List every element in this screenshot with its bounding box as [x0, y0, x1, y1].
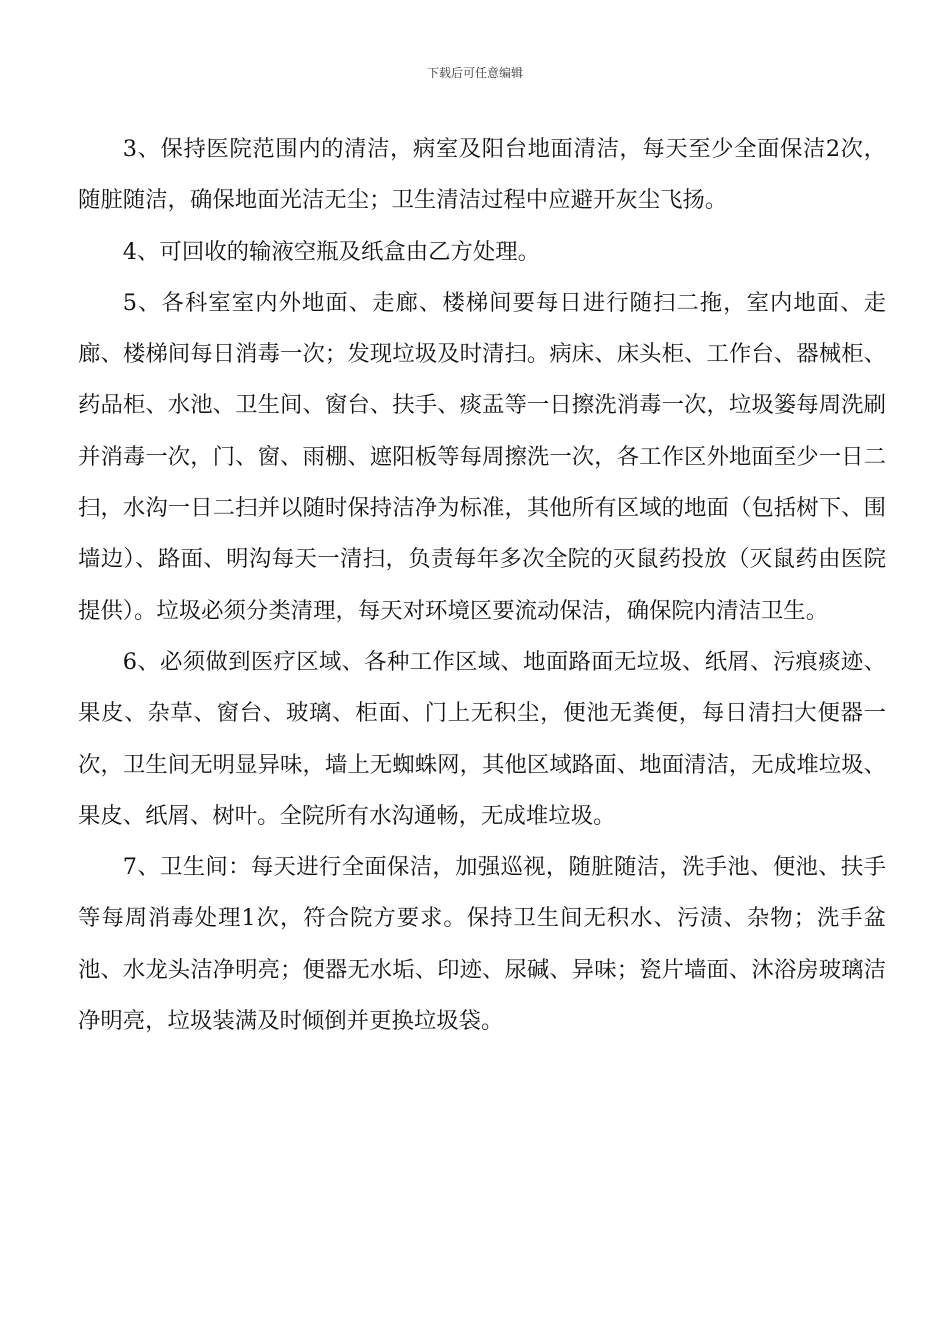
paragraph-item-6: 6、必须做到医疗区域、各种工作区域、地面路面无垃圾、纸屑、污痕痰迹、果皮、杂草、窗台、玻璃、柜面、门上无积尘，便池无粪便，每日清扫大便器一次，卫生间无明显异味，墙上无蜘蛛网，其他区域路面、地面清洁，无成堆垃圾、果皮、纸屑、树叶。全院所有水沟通畅，无成堆垃圾。 — [78, 648, 886, 829]
document-body — [78, 124, 886, 1047]
paragraph-item-3: 3、保持医院范围内的清洁，病室及阳台地面清洁，每天至少全面保洁2次，随脏随洁，确保地面光洁无尘；卫生清洁过程中应避开灰尘飞扬。 — [78, 136, 886, 214]
paragraph-item-5: 5、各科室室内外地面、走廊、楼梯间要每日进行随扫二拖，室内地面、走廊、楼梯间每日消毒一次；发现垃圾及时清扫。病床、床头柜、工作台、器械柜、药品柜、水池、卫生间、窗台、扶手、痰盂等一日擦洗消毒一次，垃圾篓每周洗刷并消毒一次，门、窗、雨棚、遮阳板等每周擦洗一次，各工作区外地面至少一日二扫，水沟一日二扫并以随时保持洁净为标准，其他所有区域的地面（包括树下、围墙边）、路面、明沟每天一清扫，负责每年多次全院的灭鼠药投放（灭鼠药由医院提供）。垃圾必须分类清理，每天对环境区要流动保洁，确保院内清洁卫生。 — [78, 289, 886, 624]
paragraph-item-4: 4、可回收的输液空瓶及纸盒由乙方处理。 — [122, 238, 541, 265]
page-header: 下载后可任意编辑 — [426, 66, 523, 80]
paragraph-item-7: 7、卫生间：每天进行全面保洁，加强巡视，随脏随洁，洗手池、便池、扶手等每周消毒处理1次，符合院方要求。保持卫生间无积水、污渍、杂物；洗手盆池、水龙头洁净明亮；便器无水垢、印迹、尿碱、异味；瓷片墙面、沐浴房玻璃洁净明亮，垃圾装满及时倾倒并更换垃圾袋。 — [78, 854, 886, 1035]
